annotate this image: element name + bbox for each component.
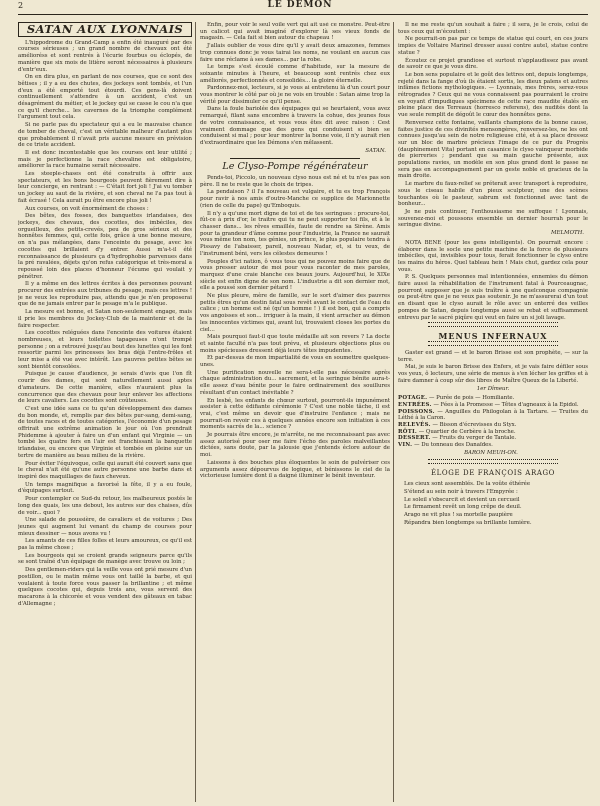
signature: SATAN. [365, 147, 386, 154]
paragraph: Arago ne vit plus ! sa mortelle paupière [404, 512, 513, 518]
divider [428, 322, 558, 327]
paragraph: Le marbre du faux-relief se préterait avec transport à reproduire, sous le ciseau habile d'un pieux sculpteur, une des scènes touchantes où le pasteur, sabrum est fonctionnel avec tant de bonheur... [398, 181, 588, 208]
paragraph: Une purification nouvelle ne sera-t-elle pas nécessaire après chaque administration du... sacrement, et la seringue bénite aura-t-elle assez d'eau bénite pour le faire ordinairement des souillures résultant d'un contact inévitable ? [200, 369, 390, 396]
menu-item-name: RÔTI. [398, 428, 418, 435]
paragraph: Pour contempler ce Sud-du retour, les malheureux postés le long des quais, les uns debout, les autres sur des chaises, dûs de voir... quoi ? [18, 496, 192, 516]
menu-item-name: POISSONS. [398, 408, 435, 415]
section-title: ÉLOGE DE FRANÇOIS ARAGO [430, 469, 556, 478]
notes [398, 240, 588, 321]
menu-item [398, 402, 588, 409]
signature: BARON MEUH-ON. [464, 449, 518, 456]
paragraph: Pouples d'ici nation, ô vous tous qui ne pouvez moins faire que de vous presser autour de moi pour vous raconter de mes paroles, marquez d'une craie blanche ces beaux jours. Aujourd'hui, le XIXe siècle est enfin digne de son nom. L'industrie a dit son dernier mot, elle a poussé son dernier pétard ! [200, 258, 390, 292]
paragraph: Je ne puis continuer, l'enthousiasme me suffoque ! Lyonnais, souvenez-moi et poussons ensemble un dernier hourrah pour le seringue divine. [398, 208, 588, 229]
header-rule [18, 14, 588, 15]
paragraph: Pends-toi, Piccolo, un nouveau clyso nous est né et tu n'es pas son père. Il ne te reste que le choix de tripes. [200, 175, 390, 188]
masthead: LE DÉMON [267, 0, 333, 10]
paragraph: Des bêtes, des fosses, des banquettes irlandaises, des jockeys, des chevaux, des cocottes, des imbéciles, des orgueilleux, des petits-crevés, peu de gros sérieux et des honnêtes femmes, qui, cette fois, grâce à une bonne mesure, on n'a pas mélangées, dans l'enceinte du pesage, avec les cocottes qui brillaient d'y entrer. Aussi m'a-t-il été reconnaissance de plusieurs ça d'hydrophobie parvenues dans la pré ravalées, déjets qu'on refus catégorique et très-moral a repoussé loin des places d'honneur l'écume qui voulait y pénétrer. [18, 213, 192, 280]
article-title: Le Clyso-Pompe régénérateur [222, 161, 368, 173]
paragraph: L'hippodrome du Grand-Camp a enfin été inauguré par des courses sérieuses ; un grand nombre de chevaux ont été amélioréss et sont rentrés à l'écurie fourbus ou éclopés, de manière que six mois de litière seront nécessaires à plusieurs d'entr'eux. [18, 39, 192, 73]
paragraph: Dans la foule bariolée des équipages qui se heurtaient, vous avez remarqué, filant sans encombre à travers la cohue, des jeunes fous de votre connaissance, et vous vous êtes dit avec raison : Cest vraiment dommage que des gens qui conduisent si bien se conduisent si mal ; pour leur montrer la bonne voie, il n'y aurait rien d'extraordinaire que les Démons s'en mêlassent. [200, 106, 390, 146]
menu-item [398, 409, 588, 422]
paragraph: Gaster est grand — et le baron Brisse est son prophète, — sur la terre. [398, 349, 588, 363]
paragraph: Il y a même en des lettres écrites à des personnes pouvant procurer des entrées aux tribunes du pesage, mais ces lettres ! je ne veux les reproduire pas, attendu que je n'en proposerai que de ne jamais entrer par le pesage m'a le publique. [18, 281, 192, 308]
paragraph: La mesure est bonne, et Satan non-seulement engage, mais il prie les membres du Jockey-Club de la maintenir et de la faire respecter. [18, 309, 192, 329]
paragraph: Le firmament revêt un long crêpe de deuil. [404, 504, 522, 511]
divider [230, 158, 360, 159]
menu-item-desc: — Quartier de Cerbère à la broche. [417, 428, 516, 435]
menu-item-desc: — Du tonneau des Danaïdes. [412, 442, 493, 449]
paragraph: Renversez cette fontaine, vaillants champions de la bonne cause, faites justice de ces divinités mensongères, renversez-les, ne les ont connues jusqu'au sein de notre religieuse cité, et à sa place dressez sur un bloc de marbre précieux l'image de ce pur du Progrès (dauphinement Vita) portant en casanice le clyso vainqueur morbide de pierreries ; pendant que sa main gauche présente, aux populations ravies, un modèle en son plus grand dont le passe ne sera pas en accompagnement par un geste noble et gracieux de la main droite. [398, 119, 588, 180]
menu-item-desc: — Bisson d'écrevisses du Styx. [430, 421, 517, 428]
paragraph: Les cocottes reléguées dans l'enceinte des voitures étaient nombreuses, et leurs toilettes tapageuses n'ont trompé personne ; on a retrouvé jusqu'au bout des lunettes qui les font ressortir parmi les princesses les bras déjà l'entre-frôles et leur mise a été vue avec intérêt. Les pauvres petites bêtes se sont bientôt consolées. [18, 330, 192, 370]
menu-item [398, 422, 588, 429]
paragraph: On en dira plus, en parlant de nos courses, que ce sont des bêtises ; il y a eu des chutes, des jockeys sont tombés, et l'un d'eux a été emporté tout étourdi. Ces gens-là doivent continuellement s'attendre à un accident, c'est un désagrément du métier, et le jockey qui se casse le cou n'a que ce qu'il cherche... les cavernes de la triomphe complément l'argument tout cela. [18, 74, 192, 121]
article-body [200, 175, 390, 480]
paragraph: Les cieux sont assemblés. De la voûte éthérée [404, 481, 531, 488]
article-title: SATAN AUX LYONNAIS [26, 22, 184, 36]
paragraph: S'étend au sein noir à travers l'Empyrée : [404, 488, 518, 495]
paragraph: En lesbé, les enfants de chœur surtout, pourront-ils impunément assister à cette édifiante cérémonie ? C'est une noble tâche, il est vrai, c'est même un devoir que d'instruire l'enfance ; mais ne pourrait-on revoir ces à quelques années encore son initiation à ces moments sacrés de la... science ? [200, 397, 390, 431]
paragraph: Un temps magnifique a favorisé la fête, il y a eu foule, d'équipages surtout. [18, 481, 192, 495]
paragraph: P. S. Quelques personnes mal intentionnées, ennemies du démon faire aussi la réhabilitation de l'instrument fatal à Pourceaugnac, pourront supposer que je suis traître à une quelconque compagnie ou peut-être que je ne veux pas soutenir. Je ne m'assurerai d'un tout en disant que le clyso aurait le rôle avec un enterré des veilles pompes de Satan, depuis longtemps aussi se rebat et suffisamment entrevu par le sacré piqûre qui veut en faire un si joli lavage. [398, 274, 588, 321]
paragraph: Puisque je cause d'audience, je serais d'avis que l'on fît courir des dames, qui sont naturellement aussi aptes d'amateurs. De cette manière, elles n'auraient plus la concurrence que des chevaux pour leur enlever les affections de leurs cavaliers. Les cocottes sont coûteuses. [18, 371, 192, 405]
running-header [0, 0, 600, 14]
paragraph: Le temps s'est écoulé comme d'habitude, sur la mesure de soixante minutes à l'heure, et beaucoup sont rentrés chez eux améliorés, perfectionnés et consolidés... la gloire éternelle. [200, 64, 390, 84]
menu-item-desc: — Fruits du verger de Tantale. [430, 435, 517, 442]
paragraph: Une salade de poussière, de cavaliers et de voitures ; Des jeunes qui augment lui venant du champ de courses pour mieux dessiner — nous avons vu ! [18, 517, 192, 537]
menu-item-desc: — Purée de pois — Homiliante. [427, 395, 515, 402]
paragraph: Je pourrais être encore, je m'arrête, ne me reconnaissant pas avec assez autorisé pour oser me faire l'écho des paroles malveillantes dictées, sans doute, par la jalousie que j'entends éclore autour de moi. [200, 432, 390, 459]
paragraph: Ne pourrait-on pas par ce temps de statue qui court, en ces jours impies de Voltaire Marinel dresser aussi contre autel, statue contre statue ? [398, 36, 588, 56]
divider [428, 341, 558, 346]
menu-item-desc: — Fées à la Promesse — Têtes d'agneaux à la Epidol. [431, 401, 579, 408]
title-box [18, 22, 192, 37]
paragraph: Des gentlemen-riders qui la veille vous ont prié mesure d'un postillon, ou le matin même vous ont taillé la barbe, et qui voulaient à toute force vous passer la brillantine ; et même quelques cocotes qui, depuis trois ans, vous servent des macarons à la chicorée et vous vendent des gâteaux en tabac d'Allemagne ; [18, 567, 192, 607]
paragraph: La pendaison ? il l'a nouveau est vulgaire, et tu es trop François pour ravir à nos amis d'outre-Manche ce supplice de Marionnette (rien de celle du pape) qu'Emboquis. [200, 189, 390, 209]
paragraph: C'est une idée sans ce tu qu'un développement des dames du bon monde, et, remplis par des bêtes pur-sang, demi-sang, de toutes races et de toutes catégories, l'économie d'un pesage offrirait une extrême animation le jour où l'on prendrait Phidemme à ajouter à faire un d'un enfant qui Virginie — un tombé les quatre fers en l'air est franchissant la banquette irlandaise, ou encore que Virginie et tombée en pleine sur un tertre de manière au beau milieu de la rivière. [18, 405, 192, 459]
paragraph: Si ne parle pas du spectateur qui a eu le mauvaise chance de tomber de cheval, c'est un véritable malheur d'autant plus que probablement il n'avait pris aucune mesure en prévision de ce triste accident. [18, 122, 192, 149]
paragraph: NOTA BENE (pour les gens intelligents). On pourrait encore : élaborer dans le socle une petite machine de la force de plusieurs imbéciles, qui, invisibles pour tous, ferait fonctionner le clyso entre les mains du héros. Quel tableau hein ! Mais chut, gardez cela pour vous. [398, 239, 588, 273]
section-title: MENUS INFERNAUX [438, 331, 548, 342]
paragraph: Ne plus pleure, mère de famille, sur le sort d'aimer des pauvres petits êtres qu'un destin fatal sous revêt avant le contact de l'eau du calice ; un homme est né (qu'un homme ! ) il est bon, qui a compris vos angoisses et son... irriguer à la main, il vient arracher au démon les innocentes victimes qui, avant lui, trouvaient closes les portes du ciel... [200, 293, 390, 333]
menu-item [398, 429, 588, 436]
menu-item-name: RELEVÉS. [398, 421, 431, 428]
paragraph: Pardonnez-moi, lecteurs, si je vous ai entretenu là d'un court pour vous montrer le côté par où je ne vois en trouble : Satan aime trop la vérité pour dissimuler ce qu'il pense. [200, 85, 390, 105]
column-1 [18, 22, 192, 800]
column-rule [195, 22, 196, 802]
page-number: 2 [18, 1, 24, 10]
paragraph: Il ne me reste qu'un souhait à faire ; il sera, je le crois, celui de tous ceux qui m'écoutent : [398, 22, 588, 35]
paragraph: Et par-dessus de mon impartialité de vous en soumettre quelques-unes. [200, 355, 390, 369]
menu-item-name: ENTRÉES. [398, 401, 432, 408]
paragraph: Aux courses, on voit énormément de choses : [25, 205, 149, 212]
menu-item-name: DESSERT. [398, 435, 431, 442]
paragraph: Les amants de ces filles folles et leurs amoureux, ce qu'il est pas la même chose ; [18, 538, 192, 552]
paragraph: Les steeple-chases ont été construits à offrir aux spectateurs, et les bons bourgeois peuvent fièrement dire à leur concierge, en rentrant : — C'était fort joli ! J'ai vu tomber un jockey au saut de la rivière, et son cheval ne l'a pas tout à fait écrasé ! Cela aurait pu être encore plus joli ! [18, 171, 192, 204]
menus-intro [398, 350, 588, 385]
paragraph: Mais pourquoi faut-il que toute médaille ait son revers ? La docte et sainte faculté n'a pas tout prévu, et plusieurs objections plus ou moins spécieuses dressent déjà leurs têtes impudentes. [200, 334, 390, 354]
paragraph: Les bourgeois qui se croient grands seigneurs parce qu'ils se sont traîné d'un équipage de manège avec trouve ou loin ; [18, 552, 192, 566]
article-continuation [200, 22, 390, 147]
paragraph: Enfin, pour voir le seul voile vert qui ait usé ce monstre. Peut-être un calicot qui avait imaginé d'explorer là ses vieux fonds de magasin. — Cela fait si bien autour du chapeau ! [200, 22, 390, 42]
menu-list [398, 395, 588, 449]
paragraph: Répandra bien longtemps sa brillante lumière. [404, 519, 532, 526]
signature: MELMOTH. [551, 230, 584, 237]
menu-item-name: VIN. [398, 442, 413, 449]
menu-heading: 1er Dîmeur. [476, 386, 510, 393]
column-3 [398, 22, 588, 800]
paragraph: Il est donc incontestable que les courses ont leur utilité ; mais je perfectionne la race chevaline est obligatoire, améliorer la race humaine serait nécessaire. [18, 149, 192, 170]
column-rule [393, 22, 394, 802]
menu-item [398, 435, 588, 442]
paragraph: Le bon sens populaire et le goût des lettres ont, depuis longtemps, rejeté dans la fange d'où ils étaient sortis, les dieux païens et autres infâmes fictions mythologiques. — Lyonnais, mes frères, serez-vous rétrogrades ? Ceux qui ne vous connaissent pas pourraient le croire en voyant d'impudiques spécimens de cette race maudite étalés en pleine place des Terreaux (horresco referens), des nudités dont la vue seule remplit de dégoût le cœur des honnêtes gens. [398, 71, 588, 119]
column-2 [200, 22, 390, 800]
paragraph: Pour éviter l'équivoque, celle qui aurait été couvert sans que le cheval n'ait été qu'une autre personne une barbe dans et inspiré des maquillages de faux cheveux. [18, 460, 192, 480]
menu-item-name: POTAGE. [398, 395, 428, 402]
paragraph: Laissons à des bouches plus éloquentes le soin de pulvériser ces arguments assez dépourvus de logique, et bénissons le ciel de la victorieuse lumière dont il a daigné illuminer le bénit inventeur. [200, 459, 390, 480]
menu-item [398, 442, 588, 449]
article-continuation [398, 22, 588, 229]
poem [398, 481, 588, 526]
paragraph: Il n'y a qu'une mort digne de toi et de tes seringues : procure-toi, fût-ce à prix d'or, le traitre qui tu ne peut supporter toi fils, et à le chasser dans... les rêves emaillés, faute de rendre sa Sirène. Amis pour ta grandeur d'âme comme pour l'industrie, la France ne saurait vous même ton nom, tes génies, un prince, le plus populaire tendra à Pissavy de l'abaisser, pareil, nouveau Nadar, et, si tu veux, de l'instrument béni, vers les célestes demeures ! [200, 210, 390, 257]
menu-item-desc: — Anguilles du Philogolan à la Tartare. — Truites du Léthé à la Caron. [398, 408, 588, 422]
paragraph: Mai, je suis le baron Brisse des Enfers, et je vais faire défiler sous vos yeux, ô lecteurs, une série de menus à s'en lécher les griffes et à faire damner à coup sûr des libres de Maître Queux de la Liberté. [398, 364, 588, 384]
paragraph: J'allais oublier de vous dire qu'il y avait deux amazones, femmes trop connues donc je vous tairai les noms, ne voulant en aucun cas faire une réclame à ses dames... par la robe. [200, 43, 390, 63]
paragraph: Écoutez ce projet grandiose et surtout n'applaudissez pas avant de savoir ce que je vous dire. [398, 57, 588, 71]
divider [428, 459, 558, 464]
paragraph: Le soleil s'obscurcit et devient un cercueil [404, 496, 520, 503]
menu-item [398, 395, 588, 402]
